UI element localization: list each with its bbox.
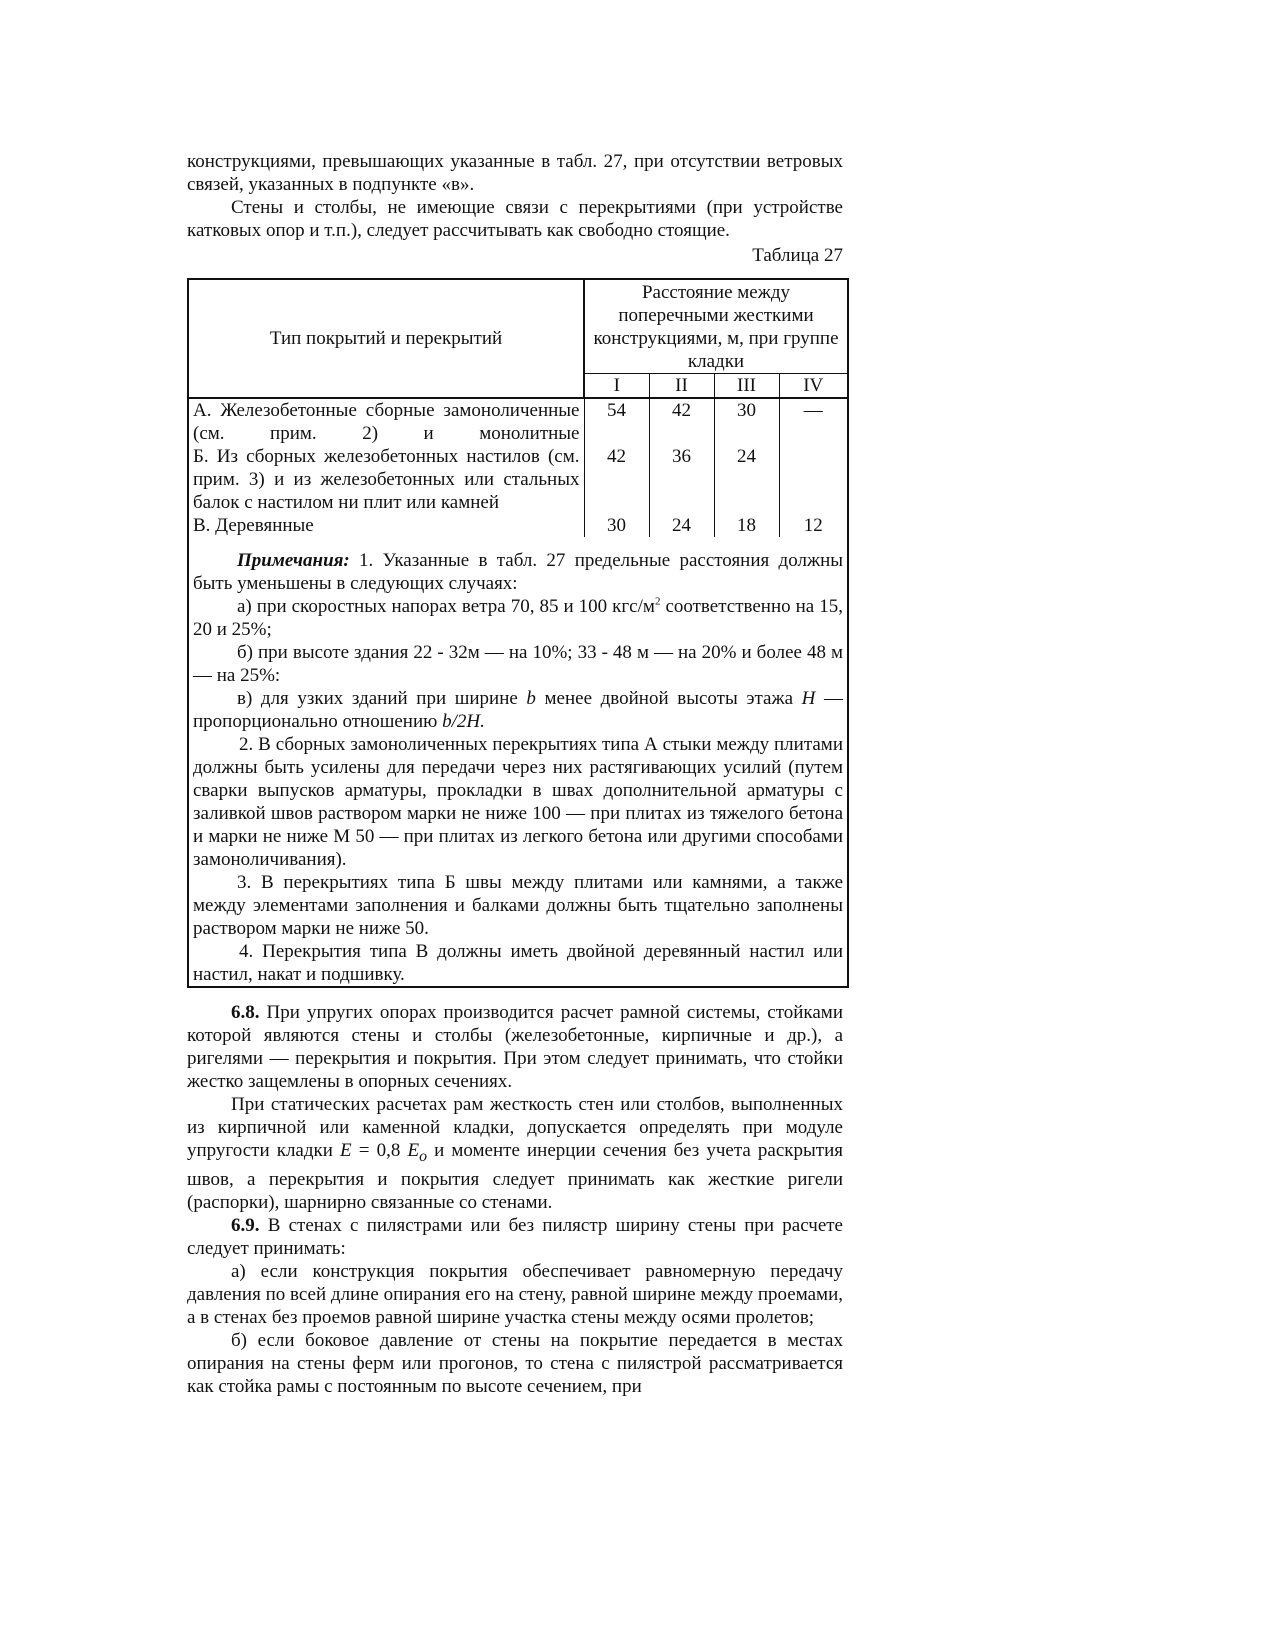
section-6-8: 6.8. При упругих опорах производится расчет рамной системы, стойками которой являются стены и столбы (железобетонные, кирпичные и др.), а ригелями — перекрытия и покрытия. При этом следует принимать, что стойки жестко защемлены в опорных сечениях. [187, 1002, 843, 1092]
group-header-1: I [584, 374, 649, 399]
section-6-9: 6.9. В стенах с пилястрами или без пилястр ширину стены при расчете следует принимать: [187, 1214, 843, 1259]
row-label-b: Б. Из сборных железобетонных настилов (см. прим. 3) и из железобетонных или стальных балок с настилом ни плит или камней [188, 445, 584, 514]
note-3: 3. В перекрытиях типа Б швы между плитами или камнями, а также между элементами заполнения и балками должны быть тщательно заполнены раствором марки не ниже 50. [193, 872, 843, 939]
cell-value: 30 [584, 514, 649, 537]
cell-value: 54 [584, 398, 649, 445]
cell-value [779, 445, 848, 514]
note-1a: а) при скоростных напорах ветра 70, 85 и 100 кгс/$м^2$ соответственно на 15, 20 и 25%; [193, 595, 843, 640]
row-label-a: А. Железобетонные сборные замоноличенные (см. прим. 2) и монолитные [188, 398, 584, 445]
intro-paragraph-1: конструкциями, превышающих указанные в табл. 27, при отсутствии ветровых связей, указанных в подпункте «в». [187, 151, 843, 195]
note-1c: в) для узких зданий при ширине b менее двойной высоты этажа H — пропорционально отношению b/2H. [193, 688, 843, 732]
document-page [187, 150, 843, 1398]
cell-value: 24 [714, 445, 779, 514]
table-row [188, 398, 848, 445]
group-header-4: IV [779, 374, 848, 399]
section-6-9-item-a: а) если конструкция покрытия обеспечивает равномерную передачу давления по всей длине опирания его на стену, равной ширине между проемами, а в стенах без проемов равной ширине участка стены между осями пролетов; [187, 1260, 843, 1328]
table-row [188, 514, 848, 537]
cell-value: 18 [714, 514, 779, 537]
row-label-c: В. Деревянные [188, 514, 584, 537]
header-type: Тип покрытий и перекрытий [188, 279, 584, 398]
header-distance: Расстояние между поперечными жесткими конструкциями, м, при группе кладки [584, 279, 848, 374]
notes-title: Примечания: [237, 550, 350, 571]
note-1: Примечания: 1. Указанные в табл. 27 предельные расстояния должны быть уменьшены в следующих случаях: [193, 550, 844, 594]
cell-value: — [779, 398, 848, 445]
section-6-8-paragraph-2: При статических расчетах рам жесткость стен или столбов, выполненных из кирпичной или каменной кладки, допускается определять при модуле упругости кладки E = 0,8 $E_o$ и моменте инерции сечения без учета раскрытия швов, а перекрытия и покрытия следует принимать как жесткие ригели (распорки), шарнирно связанные со стенами. [187, 1094, 844, 1213]
table-caption: Таблица 27 [752, 245, 843, 266]
cell-value: 30 [714, 398, 779, 445]
cell-value: 42 [584, 445, 649, 514]
note-4: 4. Перекрытия типа В должны иметь двойной деревянный настил или настил, накат и подшивку. [193, 941, 843, 985]
intro-paragraph-2: Стены и столбы, не имеющие связи с перекрытиями (при устройстве катковых опор и т.п.), следует рассчитывать как свободно стоящие. [187, 197, 843, 241]
cell-value: 42 [649, 398, 714, 445]
cell-value: 24 [649, 514, 714, 537]
table-27 [187, 278, 849, 988]
cell-value: 12 [779, 514, 848, 537]
section-6-9-item-b: б) если боковое давление от стены на покрытие передается в местах опирания на стены ферм или прогонов, то стена с пилястрой рассматривается как стойка рамы с постоянным по высоте сечением, при [187, 1329, 843, 1397]
table-row [188, 445, 848, 514]
note-2: 2. В сборных замоноличенных перекрытиях типа А стыки между плитами должны быть усилены для передачи через них растягивающих усилий (путем сварки выпусков арматуры, прокладки в швах дополнительной арматуры с заливкой швов раствором марки не ниже 100 — при плитах из тяжелого бетона и марки не ниже М 50 — при плитах из легкого бетона или другими способами замоноличивания). [193, 734, 843, 870]
note-1b: б) при высоте здания 22 - 32м — на 10%; 33 - 48 м — на 20% и более 48 м — на 25%: [193, 642, 843, 686]
group-header-3: III [714, 374, 779, 399]
cell-value: 36 [649, 445, 714, 514]
table-notes [188, 537, 848, 987]
group-header-2: II [649, 374, 714, 399]
